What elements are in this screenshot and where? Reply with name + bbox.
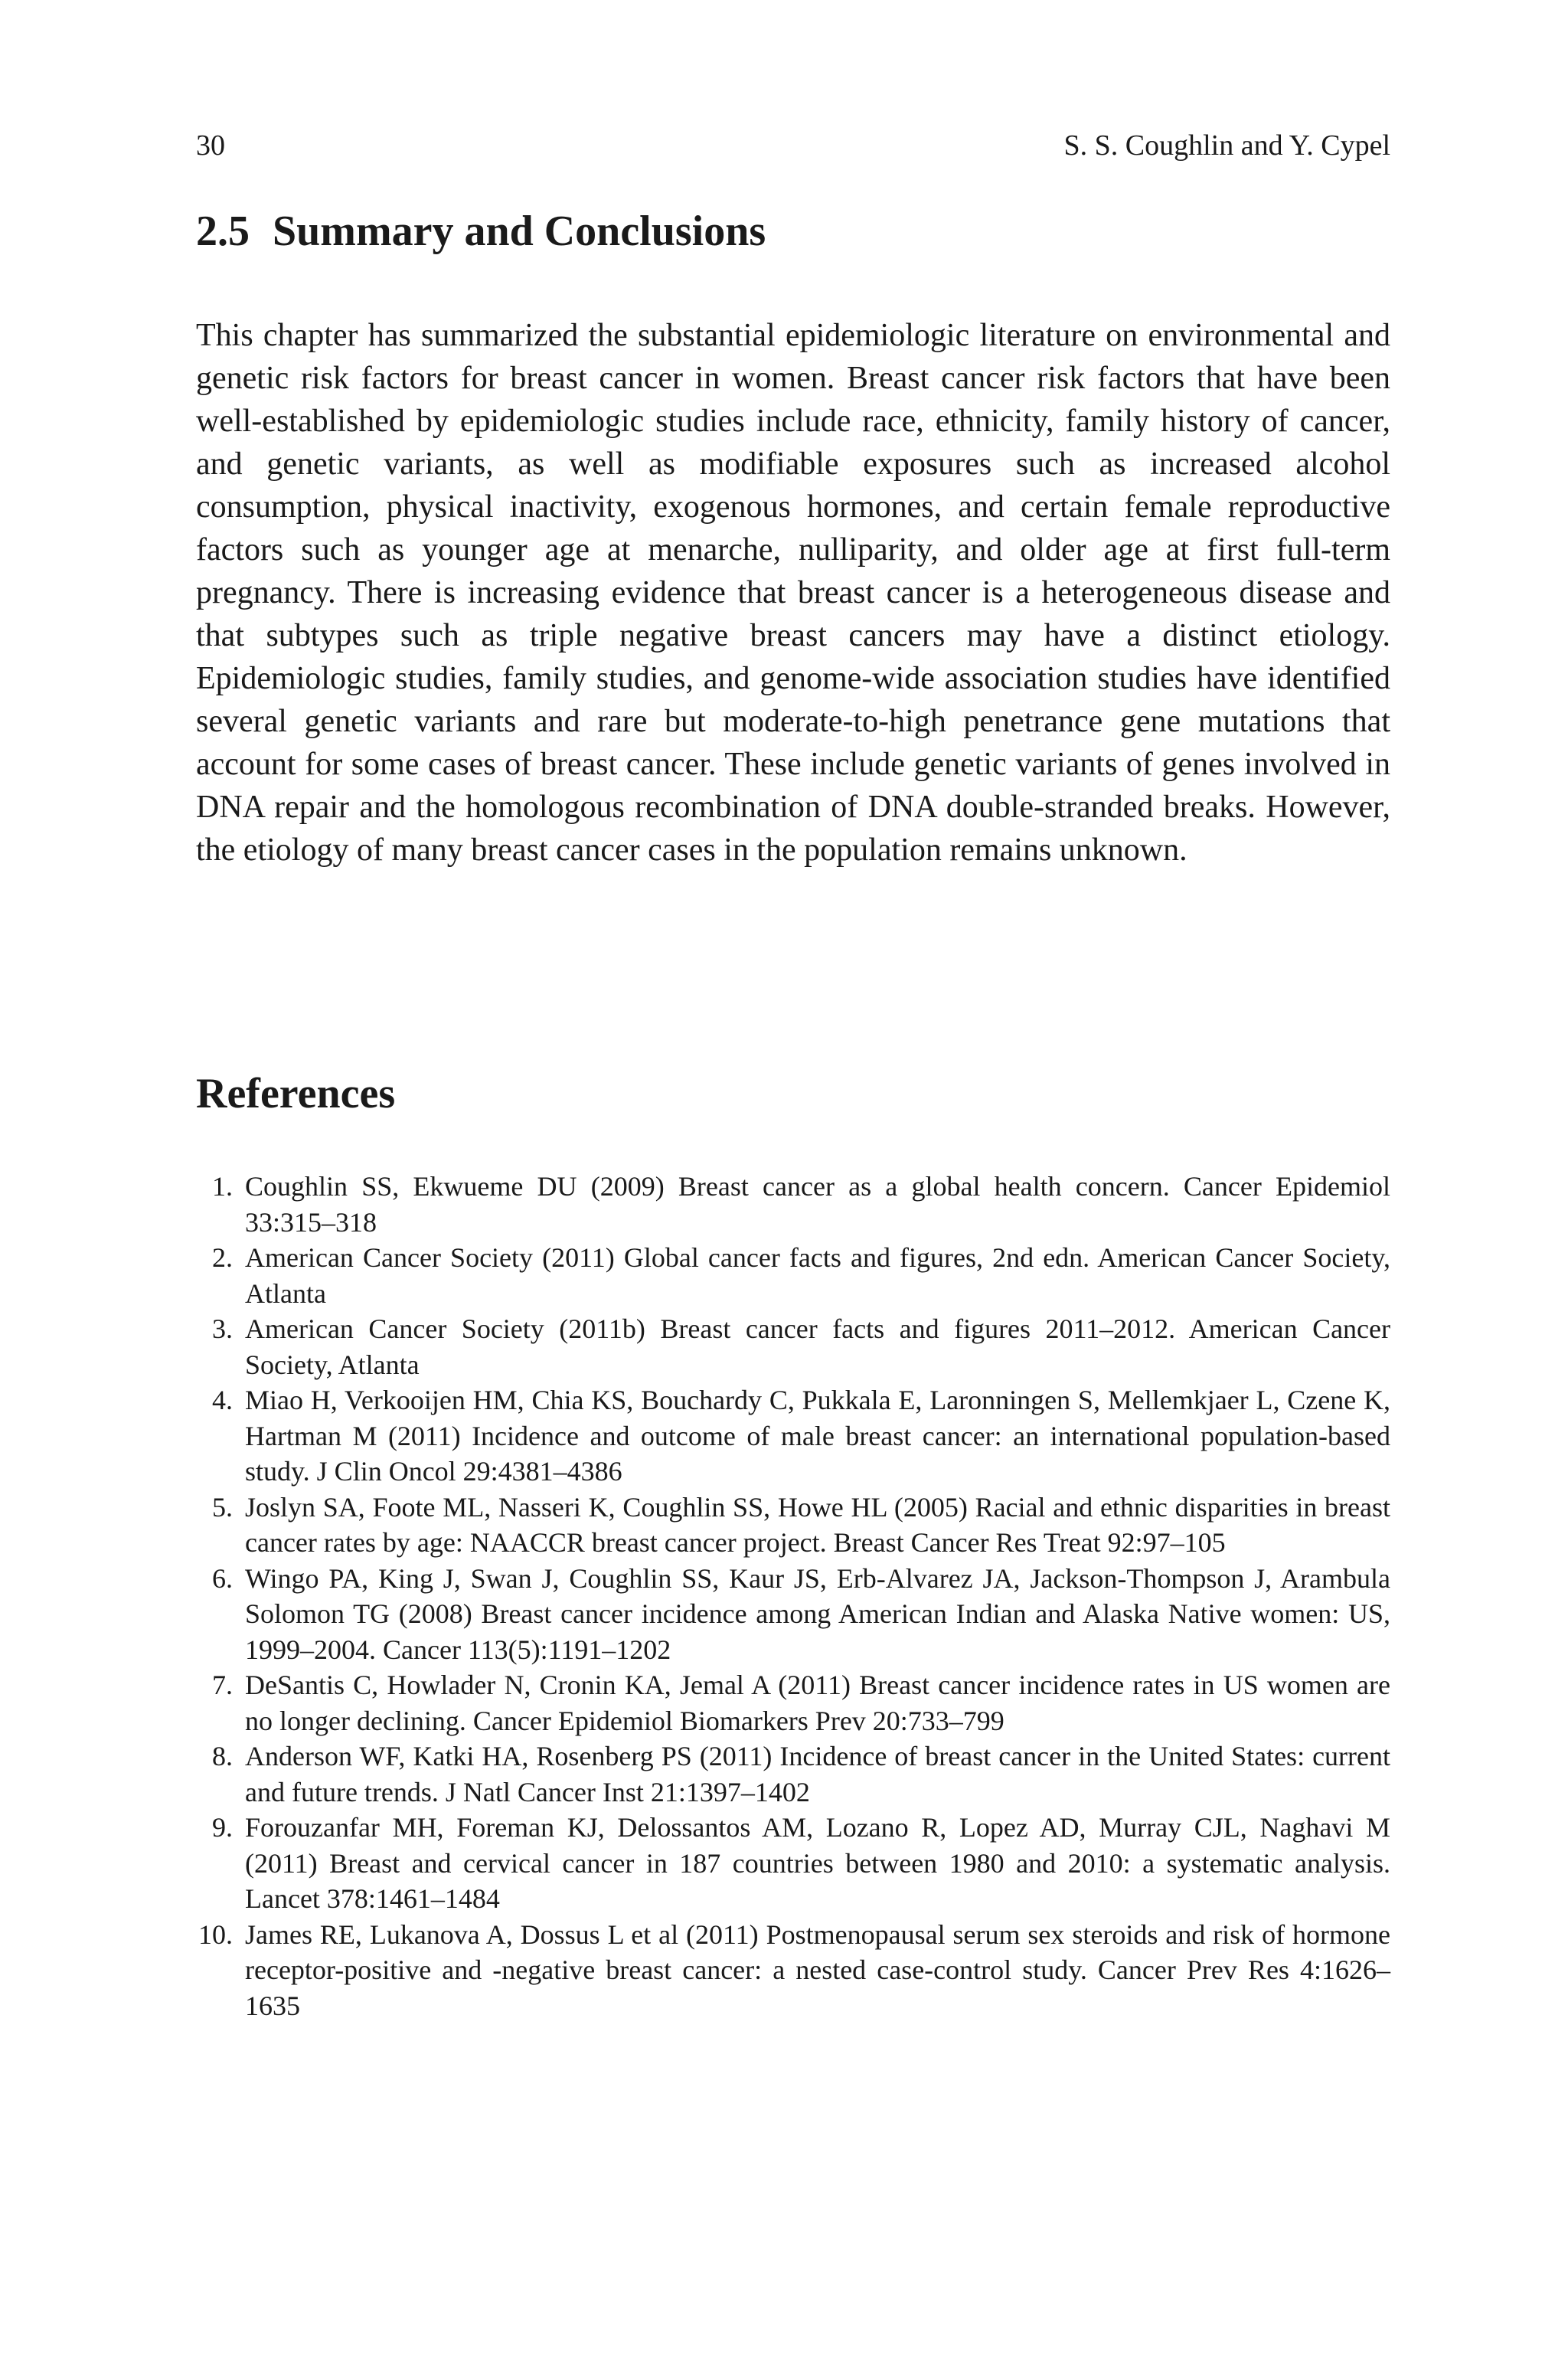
reference-item: [196, 1311, 1390, 1382]
reference-item: [196, 1810, 1390, 1917]
reference-number: 4.: [212, 1385, 233, 1415]
reference-text: DeSantis C, Howlader N, Cronin KA, Jemal A (2011) Breast cancer incidence rates in US women are no longer declining. Cancer Epidemiol Biomarkers Prev 20:733–799: [245, 1670, 1390, 1736]
page-number: 30: [196, 129, 225, 162]
reference-number: 7.: [212, 1670, 233, 1700]
section-number: 2.5: [196, 208, 250, 255]
reference-item: [196, 1240, 1390, 1311]
reference-item: [196, 1667, 1390, 1739]
summary-paragraph: This chapter has summarized the substantial epidemiologic literature on environmental and genetic risk factors for breast cancer in women. Breast cancer risk factors that have been well-established by epidemiologic studies include race, ethnicity, family history of cancer, and genetic variants, as well as modifiable exposures such as increased alcohol consumption, physical inactivity, exogenous hormones, and certain female reproductive factors such as younger age at menarche, nulliparity, and older age at first full-term pregnancy. There is increasing evidence that breast cancer is a heterogeneous disease and that subtypes such as triple negative breast cancers may have a distinct etiology. Epidemiologic studies, family studies, and genome-wide association studies have identified several genetic variants and rare but moderate-to-high penetrance gene mutations that account for some cases of breast cancer. These include genetic variants of genes involved in DNA repair and the homologous recombination of DNA double-stranded breaks. However, the etiology of many breast cancer cases in the population remains unknown.: [196, 318, 1390, 868]
reference-text: Miao H, Verkooijen HM, Chia KS, Bouchardy C, Pukkala E, Laronningen S, Mellemkjaer L, Czene K, Hartman M (2011) Incidence and outcome of male breast cancer: an international population-based study. J Clin Oncol 29:4381–4386: [245, 1385, 1390, 1487]
reference-item: [196, 1739, 1390, 1810]
running-head: [196, 129, 1390, 162]
reference-text: Wingo PA, King J, Swan J, Coughlin SS, Kaur JS, Erb-Alvarez JA, Jackson-Thompson J, Arambula Solomon TG (2008) Breast cancer incidence among American Indian and Alaska Native women: US, 1999–2004. Cancer 113(5):1191–1202: [245, 1562, 1390, 1665]
reference-item: [196, 1382, 1390, 1490]
reference-number: 10.: [198, 1918, 233, 1950]
reference-item: [196, 1561, 1390, 1668]
section-heading: [196, 205, 766, 257]
reference-item: [196, 1169, 1390, 1240]
reference-text: Forouzanfar MH, Foreman KJ, Delossantos AM, Lozano R, Lopez AD, Murray CJL, Naghavi M (2011) Breast and cervical cancer in 187 countries between 1980 and 2010: a systematic analysis. Lancet 378:1461–1484: [245, 1812, 1390, 1914]
reference-number: 2.: [212, 1242, 233, 1273]
book-page: [196, 0, 1390, 2378]
reference-item: [196, 1490, 1390, 1561]
reference-list: [196, 1169, 1390, 2023]
reference-text: Joslyn SA, Foote ML, Nasseri K, Coughlin SS, Howe HL (2005) Racial and ethnic disparities in breast cancer rates by age: NAACCR breast cancer project. Breast Cancer Res Treat 92:97–105: [245, 1491, 1390, 1558]
reference-text: James RE, Lukanova A, Dossus L et al (2011) Postmenopausal serum sex steroids and risk of hormone receptor-positive and -negative breast cancer: a nested case-control study. Cancer Prev Res 4:1626–1635: [245, 1918, 1390, 2021]
reference-number: 6.: [212, 1562, 233, 1594]
section-title: Summary and Conclusions: [273, 208, 766, 255]
reference-item: [196, 1917, 1390, 2024]
reference-number: 5.: [212, 1491, 233, 1523]
reference-text: American Cancer Society (2011b) Breast cancer facts and figures 2011–2012. American Cancer Society, Atlanta: [245, 1313, 1390, 1380]
reference-number: 1.: [212, 1171, 233, 1202]
reference-text: Coughlin SS, Ekwueme DU (2009) Breast cancer as a global health concern. Cancer Epidemiol 33:315–318: [245, 1171, 1390, 1238]
reference-number: 3.: [212, 1313, 233, 1344]
reference-text: Anderson WF, Katki HA, Rosenberg PS (2011) Incidence of breast cancer in the United States: current and future trends. J Natl Cancer Inst 21:1397–1402: [245, 1741, 1390, 1807]
references-heading: References: [196, 1070, 396, 1117]
reference-number: 9.: [212, 1812, 233, 1843]
reference-number: 8.: [212, 1741, 233, 1771]
running-head-authors: S. S. Coughlin and Y. Cypel: [1063, 129, 1390, 162]
reference-text: American Cancer Society (2011) Global cancer facts and figures, 2nd edn. American Cancer Society, Atlanta: [245, 1242, 1390, 1309]
